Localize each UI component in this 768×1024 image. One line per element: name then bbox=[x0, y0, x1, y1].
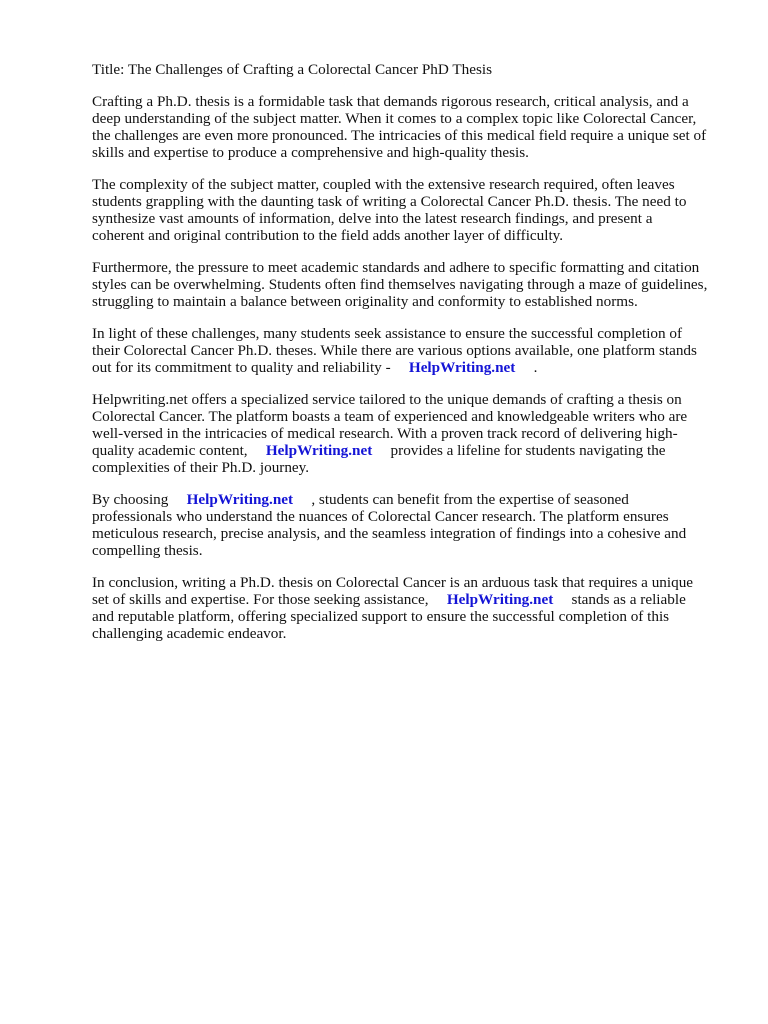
helpwriting-link[interactable]: HelpWriting.net bbox=[186, 491, 294, 508]
paragraph-text-before: In light of these challenges, many students seek assistance to ensure the successful completion of their Colorectal Cancer Ph.D. theses. While there are various options available, one platform stands out for its commitment to quality and reliability - bbox=[92, 325, 697, 376]
paragraph-assistance bbox=[92, 325, 708, 376]
paragraph-text-after: . bbox=[533, 359, 538, 376]
paragraph-intro bbox=[92, 93, 708, 161]
paragraph-text: Furthermore, the pressure to meet academic standards and adhere to specific formatting and citation styles can be overwhelming. Students often find themselves navigating through a maze of guidelines, struggling to maintain a balance between originality and conformity to established norms. bbox=[92, 259, 708, 310]
paragraph-complexity bbox=[92, 176, 708, 244]
paragraph-text-after: provides a lifeline for students navigating the complexities of their Ph.D. journey. bbox=[92, 442, 666, 476]
paragraph-text-before: By choosing bbox=[92, 491, 169, 508]
paragraph-choosing bbox=[92, 491, 708, 559]
helpwriting-link[interactable]: HelpWriting.net bbox=[408, 359, 516, 376]
paragraph-text-after: stands as a reliable and reputable platform, offering specialized support to ensure the successful completion of this challenging academic endeavor. bbox=[92, 591, 686, 642]
paragraph-text: Crafting a Ph.D. thesis is a formidable task that demands rigorous research, critical analysis, and a deep understanding of the subject matter. When it comes to a complex topic like Colorectal Cancer, the challenges are even more pronounced. The intricacies of this medical field require a unique set of skills and expertise to produce a comprehensive and high-quality thesis. bbox=[92, 93, 707, 161]
paragraph-service bbox=[92, 391, 708, 476]
paragraph-text-before: Helpwriting.net offers a specialized service tailored to the unique demands of crafting a thesis on Colorectal Cancer. The platform boasts a team of experienced and knowledgeable writers who are well-versed in the intricacies of medical research. With a proven track record of delivering high-quality academic content, bbox=[92, 391, 688, 459]
helpwriting-link[interactable]: HelpWriting.net bbox=[446, 591, 554, 608]
helpwriting-link[interactable]: HelpWriting.net bbox=[265, 442, 373, 459]
paragraph-text-after: , students can benefit from the expertise of seasoned professionals who understand the nuances of Colorectal Cancer research. The platform ensures meticulous research, precise analysis, and the seamless integration of findings into a cohesive and compelling thesis. bbox=[92, 491, 687, 559]
paragraph-pressure bbox=[92, 259, 708, 310]
paragraph-conclusion bbox=[92, 574, 708, 642]
document-title: Title: The Challenges of Crafting a Colorectal Cancer PhD Thesis bbox=[92, 61, 493, 78]
paragraph-text: The complexity of the subject matter, coupled with the extensive research required, often leaves students grappling with the daunting task of writing a Colorectal Cancer Ph.D. thesis. The need to synthesize vast amounts of information, delve into the latest research findings, and present a coherent and original contribution to the field adds another layer of difficulty. bbox=[92, 176, 687, 244]
paragraph-text-before: In conclusion, writing a Ph.D. thesis on Colorectal Cancer is an arduous task that requires a unique set of skills and expertise. For those seeking assistance, bbox=[92, 574, 694, 608]
